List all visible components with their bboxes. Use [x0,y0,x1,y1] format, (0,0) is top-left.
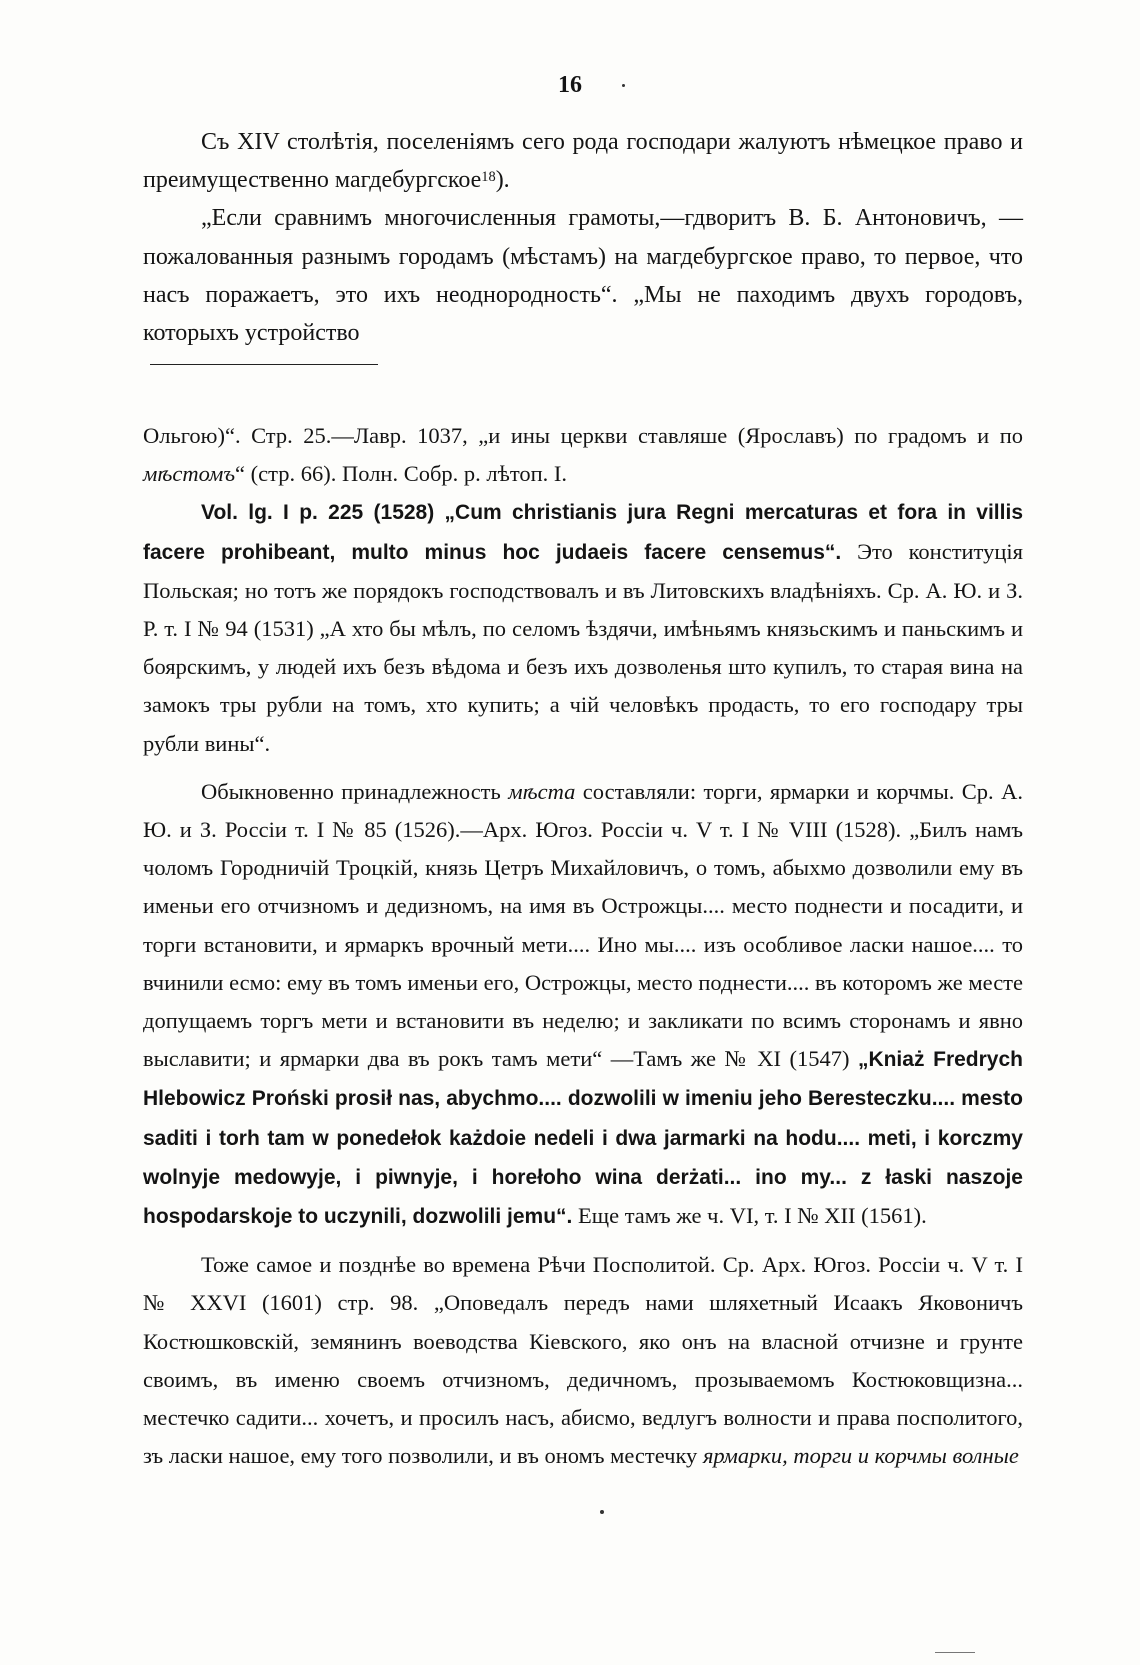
footnote-4-text: Тоже самое и позднѣе во времена Рѣчи Посполитой. Ср. Арх. Югоз. Россіи ч. V т. I № XXVI (1601) стр. 98. „Оповедалъ передъ нами шляхетный Исаакъ Яковоничъ Костюшковскій, земянинъ воеводства Кіевского, яко онъ на власной отчизне и грунте своимъ, въ именю своемъ отчизномъ, дедичномъ, прозываемомъ Костюковщизна... местечко садити... хочетъ, и просилъ насъ, абисмо, ведлугъ волности и права посполитого, зъ ласки нашое, ему того позволили, и въ ономъ местечку [143,1252,1023,1469]
footnote-continuation [143,417,1023,493]
page-number: 16 [558,72,582,98]
footnote-separator [150,364,378,365]
footnote-3-text-a: Обыкновенно принадлежность [201,778,509,804]
footnote-2 [143,493,1023,762]
footnote-3-latin-quote: „Kniaż Fredrych Hlebowicz Proński prosił nas, abychmo.... dozwolili w imeniu jeho Beresteczku.... mesto saditi i torh tam w ponedełok każdoie nedeli i dwa jarmarki na hodu.... meti, i korczmy wolnyje medowyje, i piwnyje, i horełoho wina derżati... ino my... z łaski naszoje hospodarskoje to uczynili, dozwolili jemu“. [143,1048,1023,1229]
footnote-1-text-b: “ (стр. 66). Полн. Собр. р. лѣтоп. I. [235,461,568,487]
footnote-2-latin-quote: Vol. lg. I p. 225 (1528) „Cum christianis jura Regni mercaturas et fora in villis facere prohibeant, multo minus hoc judaeis facere censemus“. [143,501,1023,564]
print-mark-bottom [935,1652,975,1653]
footnote-3-text-b: составляли: торги, ярмарки и корчмы. Ср. А. Ю. и З. Россіи т. I № 85 (1526).—Арх. Югоз. Россіи ч. V т. I № VIII (1528). „Билъ намъ чоломъ Городничій Троцкій, князь Цетръ Михайловичъ, о томъ, абыхмо дозволили ему въ именьи его отчизномъ и дедизномъ, на имя въ Острожцы.... место поднести и посадити, и торги встановити, и ярмаркъ врочный мети.... Ино мы.... изъ особливое ласки нашое.... то вчинили есмо: ему въ томъ именьи его, Острожцы, место поднести.... въ которомъ же месте допущаемъ торгъ мети и встановити въ неделю; и закликати по всимъ сторонамъ и явно выславити; и ярмарки два въ рокъ тамъ мети“ —Тамъ же № XI (1547) [143,778,1023,1072]
main-text [143,123,1023,352]
footnotes [143,417,1023,1475]
footnote-2-text: Это конституція Польская; но тотъ же порядокъ господствовалъ и въ Литовскихъ владѣніяхъ. Ср. А. Ю. и З. Р. т. I № 94 (1531) „А хто бы мѣлъ, по селомъ ѣздячи, имѣньямъ князьскимъ и паньскимъ и боярскимъ, у людей ихъ безъ вѣдома и безъ ихъ дозволенья што купилъ, то старая вина на замокъ тры рубли на томъ, хто купить; а чій человѣкъ продасть, то его господару тры рубли вины“. [143,538,1023,756]
footnote-4-italic: ярмарки, торги и корчмы волные [702,1443,1019,1469]
footnote-3-text-c: Еще тамъ же ч. VI, т. I № XII (1561). [572,1203,927,1229]
footnote-ref-18[interactable]: 18 [481,169,496,186]
print-speck-top [622,84,625,87]
footnote-3 [143,773,1023,1236]
paragraph-1-text: Съ XIV столѣтія, поселеніямъ сего рода господари жалуютъ нѣмецкое право и преимущественно магдебургское [143,129,1023,194]
footnote-4 [143,1246,1023,1475]
footnote-1-text-a: Ольгою)“. Стр. 25.—Лавр. 1037, „и ины церкви ставляше (Ярославъ) по градомъ и по [143,423,1023,448]
paragraph-2: „Если сравнимъ многочисленныя грамоты,—гдворитъ В. Б. Антоновичъ, — пожалованныя разнымъ городамъ (мѣстамъ) на магдебургское право, то первое, что насъ поражаетъ, это ихъ неоднородность“. „Мы не паходимъ двухъ городовъ, которыхъ устройство [143,205,1023,347]
paragraph-1 [143,123,1023,199]
paragraph-1-end: ). [495,167,510,194]
print-speck-bottom [600,1510,604,1514]
footnote-3-italic: мѣста [508,778,576,804]
footnote-1-italic: мѣстомъ [143,461,236,487]
